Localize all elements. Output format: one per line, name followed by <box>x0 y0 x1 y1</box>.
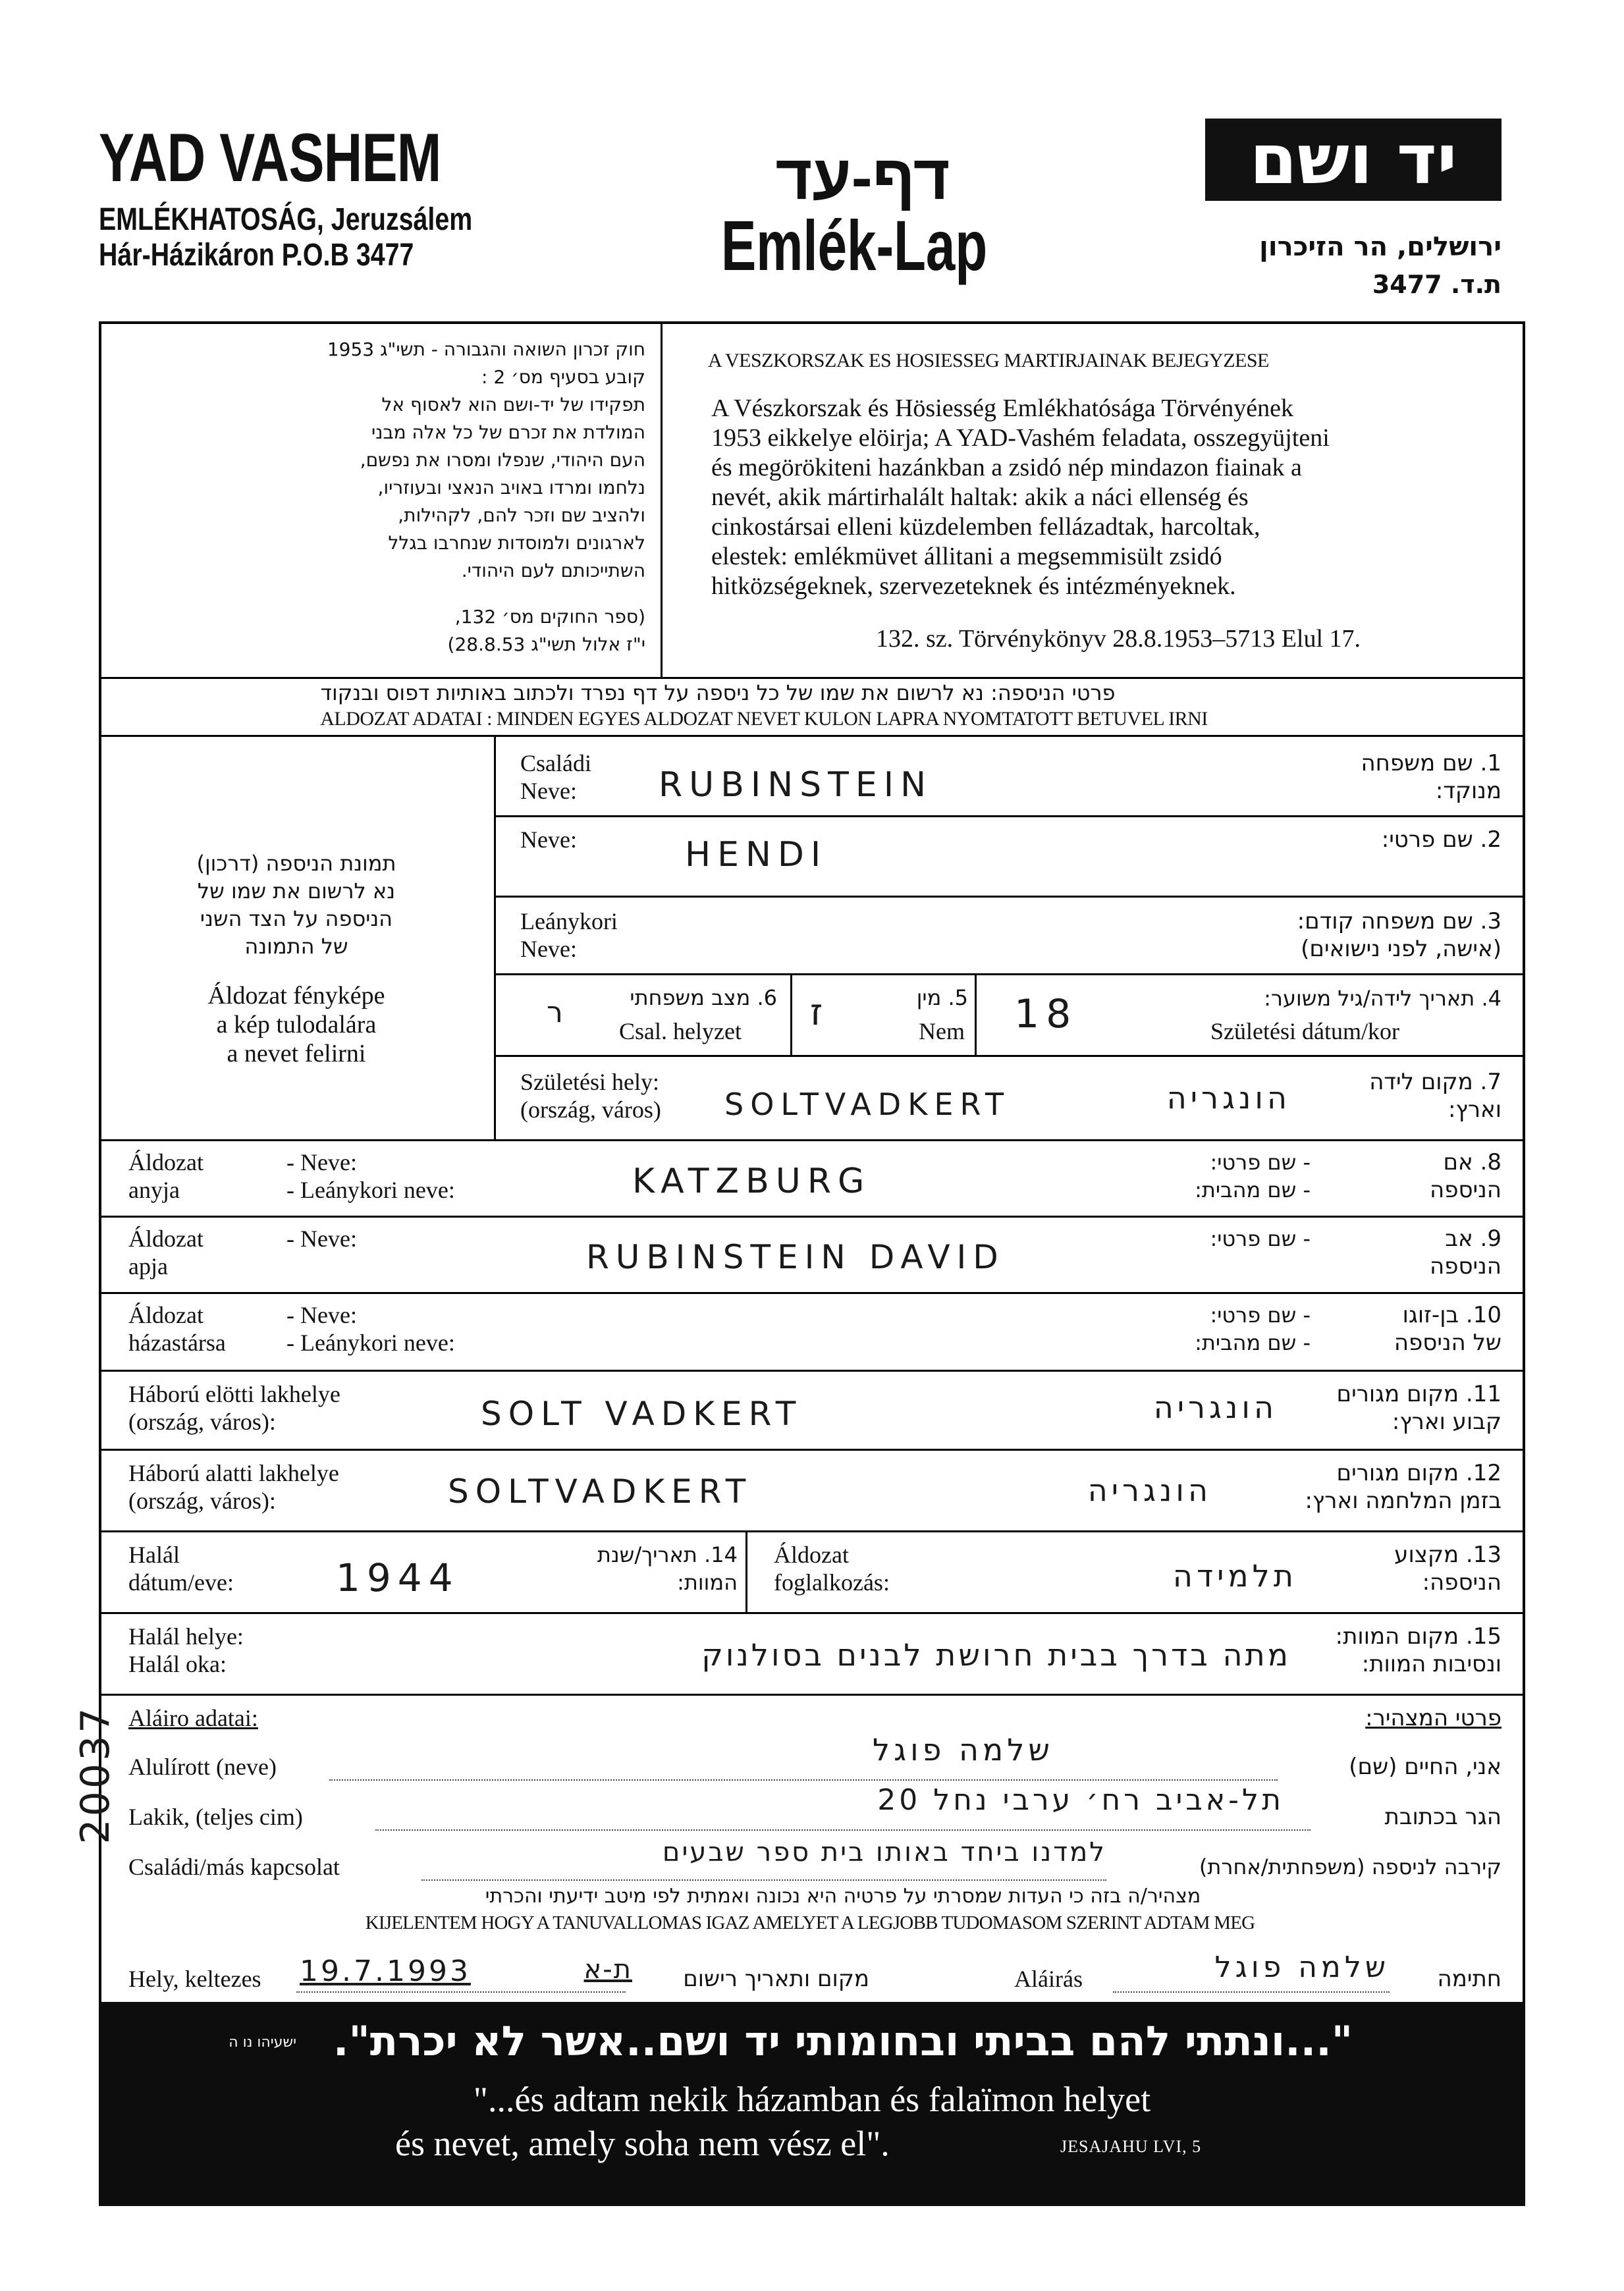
law-hu-title: A VESZKORSZAK ES HOSIESSEG MARTIRJAINAK BEJEGYZESE <box>708 350 1269 371</box>
footer-quote-hu-ref: JESAJAHU LVI, 5 <box>1060 2137 1202 2156</box>
margin-number: 20037 <box>72 1705 119 1845</box>
f7-value-he[interactable]: הונגריה <box>1166 1080 1291 1116</box>
f1-value[interactable]: RUBINSTEIN <box>659 765 933 805</box>
f5-value[interactable]: ז <box>810 991 830 1034</box>
law-he-line: חוק זכרון השואה והגבורה - תשי"ג 1953 <box>327 338 645 360</box>
f13-label-hu: Áldozat foglalkozás: <box>774 1542 890 1596</box>
place-date-line <box>296 1991 626 1993</box>
submitter-title-hu: Aláiro adatai: <box>128 1705 258 1731</box>
submitter-rel-line <box>421 1879 1106 1881</box>
law-hu-line: és megörökiteni hazánkban a zsidó nép mindazon fiainak a <box>711 454 1302 481</box>
submitter-name-label: Alulírott (neve) <box>128 1754 277 1780</box>
law-hu-ref: 132. sz. Törvénykönyv 28.8.1953–5713 Elul 17. <box>876 625 1361 653</box>
law-hebrew <box>119 336 645 659</box>
divider <box>99 1530 1525 1532</box>
divider <box>494 896 1525 898</box>
photo-hu-line: a kép tulodalára <box>216 1011 377 1038</box>
footer-quote-hu-1: "...és adtam nekik házamban és falaïmon helyet <box>473 2080 1151 2119</box>
law-hu-line: elestek: emlékmüvet állitani a megsemmisült zsidó <box>711 543 1222 570</box>
law-he-line: ולהציב שם וזכר להם, לקהילות, <box>398 504 645 526</box>
f1-label-he: 1. שם משפחה מנוקד: <box>1361 750 1502 804</box>
f9-value[interactable]: RUBINSTEIN DAVID <box>586 1238 1005 1276</box>
f10-sub-hu: - Neve: - Leánykori neve: <box>286 1302 455 1356</box>
f6-value[interactable]: ר <box>547 996 570 1029</box>
f7-label-he: 7. מקום לידה וארץ: <box>1369 1069 1502 1123</box>
place-date-label: Hely, keltezes <box>128 1966 261 1992</box>
victim-header-he: פרטי הניספה: נא לרשום את שמו של כל ניספה על דף נפרד ולכתוב באותיות דפוס ובנקוד <box>320 680 1116 705</box>
f9-label-hu: Áldozat apja <box>128 1226 203 1280</box>
footer-quote-he-ref: ישעיהו נו ה <box>229 2034 296 2051</box>
place-date-value-2[interactable]: ת-א <box>583 1954 632 1985</box>
law-he-ref: (ספר החוקים מס׳ 132, <box>454 606 645 628</box>
submitter-rel-value[interactable]: למדנו ביחד באותו בית ספר שבעים <box>662 1837 1106 1868</box>
f9-sub-hu: - Neve: <box>286 1226 357 1252</box>
f11-value-he[interactable]: הונגריה <box>1153 1389 1278 1425</box>
signature-value[interactable]: שלמה פוגל <box>1214 1951 1390 1984</box>
f3-label-he: 3. שם משפחה קודם: (אישה, לפני נישואים) <box>1297 908 1502 962</box>
declaration-hu: KIJELENTEM HOGY A TANUVALLOMAS IGAZ AMELYET A LEGJOBB TUDOMASOM SZERINT ADTAM MEG <box>365 1912 1255 1933</box>
f13-label-he: 13. מקצוע הניספה: <box>1394 1542 1502 1596</box>
submitter-title-he: פרטי המצהיר: <box>1365 1705 1502 1731</box>
f15-label-hu: Halál helye: Halál oka: <box>128 1623 244 1677</box>
f4-label-he: 4. תאריך לידה/גיל משוער: <box>1264 986 1502 1011</box>
row4-divider <box>790 973 792 1055</box>
photo-box-he <box>119 849 474 960</box>
law-he-line: השתייכותם לעם היהודי. <box>461 560 645 581</box>
f8-sub-he: - שם פרטי: - שם מהבית: <box>1195 1150 1311 1202</box>
signature-label-he: חתימה <box>1437 1966 1502 1992</box>
f5-label-hu: Nem <box>919 1018 965 1044</box>
f6-label: 6. מצב משפחתי <box>630 985 777 1010</box>
footer-quote-he: "...ונתתי להם בביתי ובחומותי יד ושם..אשר לא יכרת". <box>333 2017 1353 2065</box>
header-title: YAD VASHEM <box>99 120 441 196</box>
f11-value[interactable]: SOLT VADKERT <box>481 1395 803 1433</box>
center-title: Emlék-Lap <box>721 205 988 285</box>
place-date-label-he: מקום ותאריך רישום <box>683 1966 869 1992</box>
law-he-line: העם היהודי, שנפלו ומסרו את נפשם, <box>360 449 645 471</box>
header-address-he-2: ת.ד. 3477 <box>1372 270 1502 299</box>
f14-label-he: 14. תאריך/שנת המוות: <box>597 1542 738 1595</box>
divider <box>99 677 1525 679</box>
f8-label-hu: Áldozat anyja <box>128 1149 203 1203</box>
signature-line <box>1113 1991 1390 1993</box>
header-subtitle-2: Hár-Házikáron P.O.B 3477 <box>99 238 414 273</box>
f10-sub-he: - שם פרטי: - שם מהבית: <box>1195 1303 1311 1355</box>
row4-divider <box>975 973 977 1055</box>
f2-label-hu: Neve: <box>520 826 577 853</box>
photo-hu-line: Áldozat fényképe <box>207 982 385 1010</box>
divider <box>494 973 1525 975</box>
law-divider <box>661 321 663 677</box>
submitter-addr-label-he: הגר בכתובת <box>1384 1804 1502 1830</box>
center-hebrew-title: דף-עד <box>775 142 950 213</box>
f12-label-hu: Háború alatti lakhelye (ország, város): <box>128 1460 339 1514</box>
f8-label-he: 8. אם הניספה <box>1430 1149 1502 1203</box>
photo-he-line: הניספה על הצד השני <box>200 906 393 931</box>
divider <box>99 1694 1525 1696</box>
row13-divider <box>745 1530 747 1612</box>
place-date-value[interactable]: 19.7.1993 <box>300 1954 471 1988</box>
submitter-addr-label: Lakik, (teljes cim) <box>128 1804 303 1830</box>
yad-vashem-logo: יד ושם <box>1205 119 1502 201</box>
f7-label-hu: Születési hely: (ország, város) <box>520 1069 661 1123</box>
photo-he-line: של התמונה <box>244 934 348 959</box>
f9-sub-he: - שם פרטי: <box>1210 1226 1311 1251</box>
law-he-line: לארגונים ולמוסדות שנחרבו בגלל <box>388 532 645 554</box>
submitter-rel-label: Családi/más kapcsolat <box>128 1854 340 1880</box>
f12-value-he[interactable]: הונגריה <box>1087 1472 1212 1508</box>
divider <box>99 735 1525 737</box>
law-hu-line: nevét, akik mártirhalált haltak: akik a náci ellenség és <box>711 483 1249 511</box>
f3-label-hu: Leánykori Neve: <box>520 908 618 962</box>
f11-label-he: 11. מקום מגורים קבוע וארץ: <box>1336 1381 1502 1435</box>
f4-value[interactable]: 18 <box>1014 991 1078 1037</box>
f2-value[interactable]: HENDI <box>685 835 828 875</box>
divider <box>99 1612 1525 1614</box>
divider <box>494 815 1525 817</box>
f5-label: 5. מין <box>916 985 968 1010</box>
victim-header-hu: ALDOZAT ADATAI : MINDEN EGYES ALDOZAT NEVET KULON LAPRA NYOMTATOTT BETUVEL IRNI <box>320 708 1208 730</box>
f11-label-hu: Háború elötti lakhelye (ország, város): <box>128 1381 340 1435</box>
law-he-line: תפקידו של יד-ושם הוא לאסוף אל <box>381 394 645 416</box>
submitter-name-label-he: אני, החיים (שם) <box>1349 1754 1502 1780</box>
photo-box-hu <box>119 981 474 1068</box>
divider <box>99 1216 1525 1218</box>
submitter-name-line <box>329 1779 1278 1781</box>
law-he-line: קובע בסעיף מס׳ 2 : <box>481 366 645 388</box>
header-subtitle-1: EMLÉKHATOSÁG, Jeruzsálem <box>99 202 473 237</box>
f9-label-he: 9. אב הניספה <box>1430 1226 1502 1280</box>
submitter-addr-value[interactable]: תל-אביב רח׳ ערבי נחל 20 <box>877 1783 1284 1817</box>
law-he-line: נלחמו ומרדו באויב הנאצי ובעוזריו, <box>377 477 645 499</box>
law-hu-line: A Vészkorszak és Hösiesség Emlékhatósága Törvényének <box>711 394 1293 422</box>
law-hu-line: 1953 eikkelye elöirja; A YAD-Vashém feladata, osszegyüjteni <box>711 424 1330 452</box>
signature-label: Aláirás <box>1014 1966 1083 1992</box>
f12-value[interactable]: SOLTVADKERT <box>448 1472 753 1511</box>
declaration-he: מצהיר/ה בזה כי העדות שמסרתי על פרטיה היא נכונה ואמתית לפי מיטב ידיעתי והכרתי <box>485 1885 1201 1908</box>
f1-label-hu: Családi Neve: <box>520 750 591 804</box>
photo-he-line: תמונת הניספה (דרכון) <box>196 851 396 876</box>
submitter-name-value[interactable]: שלמה פוגל <box>872 1732 1054 1767</box>
law-he-ref: י"ז אלול תשי"ג 28.8.53) <box>447 633 645 655</box>
f4-label-hu: Születési dátum/kor <box>1210 1018 1399 1044</box>
f13-value[interactable]: תלמידה <box>1172 1558 1297 1594</box>
photo-he-line: נא לרשום את שמו של <box>197 878 396 903</box>
header-address-he-1: ירושלים, הר הזיכרון <box>1259 232 1502 262</box>
f8-sub-hu: - Neve: - Leánykori neve: <box>286 1149 455 1203</box>
law-hu-line: cinkostársai elleni küzdelemben fellázadtak, harcoltak, <box>711 513 1260 541</box>
f14-label-hu: Halál dátum/eve: <box>128 1542 234 1596</box>
f15-label-he: 15. מקום המוות: ונסיבות המוות: <box>1335 1623 1502 1677</box>
law-hu-text <box>711 394 1488 601</box>
f2-label-he: 2. שם פרטי: <box>1381 826 1502 853</box>
f10-label-hu: Áldozat házastársa <box>128 1302 226 1356</box>
law-he-line: המולדת את זכרם של כל אלה מבני <box>371 421 645 443</box>
f8-value[interactable]: KATZBURG <box>632 1162 871 1201</box>
f12-label-he: 12. מקום מגורים בזמן המלחמה וארץ: <box>1305 1460 1502 1514</box>
submitter-addr-line <box>375 1829 1311 1831</box>
photo-hu-line: a nevet felirni <box>227 1040 366 1067</box>
footer-quote-hu-2: és nevet, amely soha nem vész el". <box>395 2124 890 2163</box>
law-hu-line: hitközségeknek, szervezeteknek és intézményeknek. <box>711 572 1236 600</box>
f6-label-hu: Csal. helyzet <box>619 1018 742 1044</box>
submitter-rel-label-he: קירבה לניספה (משפחתית/אחרת) <box>1199 1854 1502 1879</box>
photo-divider <box>494 735 496 1139</box>
f10-label-he: 10. בן-זוגו של הניספה <box>1394 1302 1502 1356</box>
f7-value[interactable]: SOLTVADKERT <box>724 1087 1011 1122</box>
divider <box>99 1370 1525 1372</box>
f15-value[interactable]: מתה בדרך בבית חרושת לבנים בסולנוק <box>701 1637 1291 1673</box>
divider <box>99 1139 1525 1141</box>
divider <box>99 1292 1525 1294</box>
f14-value[interactable]: 1944 <box>336 1555 460 1600</box>
divider <box>99 1449 1525 1451</box>
divider <box>494 1055 1525 1057</box>
